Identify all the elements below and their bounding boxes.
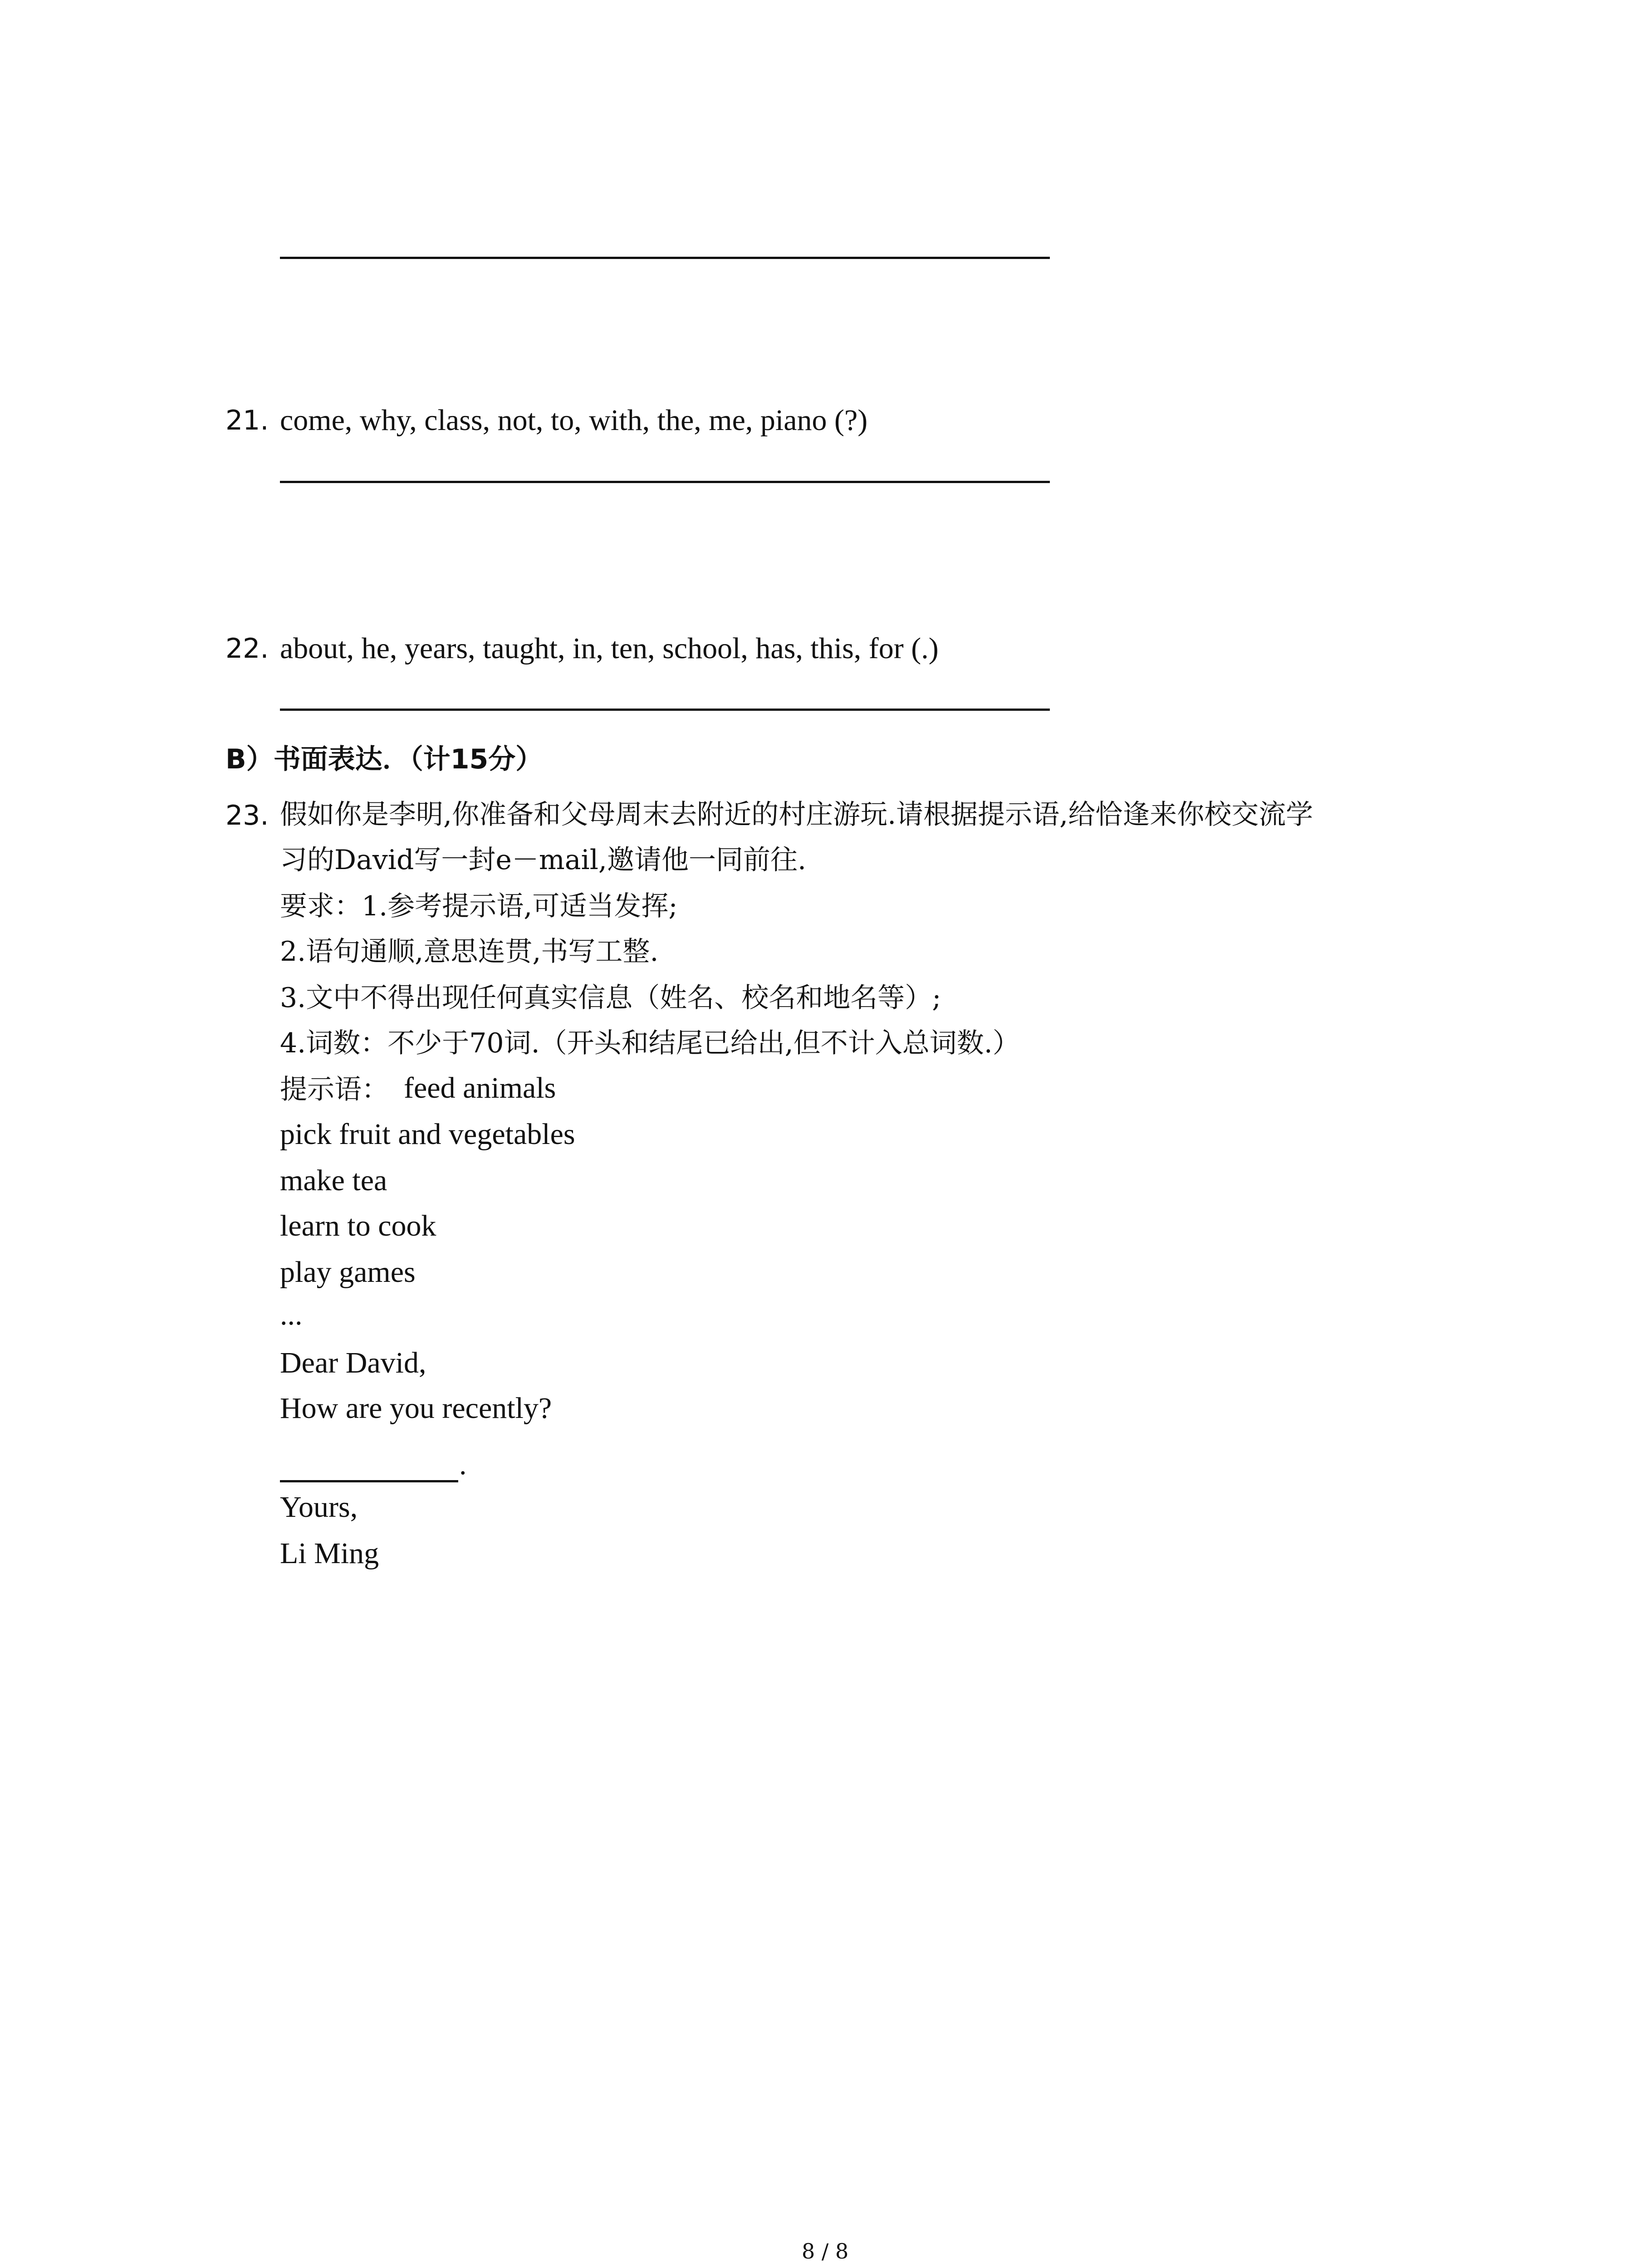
q23-requirement-4: 4.词数：不少于70词.（开头和结尾已给出,但不计入总词数.） [280,1027,1020,1059]
q23-hint-5: play games [280,1256,416,1289]
q23-instruction-line2: 习的David写一封e－mail,邀请他一同前往. [280,844,807,876]
q23-requirement-1: 要求：1.参考提示语,可适当发挥; [280,890,678,922]
letter-signature: Li Ming [280,1537,379,1570]
section-b-heading: B）书面表达．（计15分） [225,743,543,775]
q23-number: 23. [225,800,269,831]
q23-hint-2: pick fruit and vegetables [280,1118,575,1151]
letter-blank-period: . [459,1448,467,1481]
letter-opening: How are you recently? [280,1392,552,1425]
letter-closing: Yours, [280,1491,358,1524]
q23-requirement-3: 3.文中不得出现任何真实信息（姓名、校名和地名等）; [280,982,941,1014]
q21-answer-line[interactable] [280,481,1050,483]
q23-hint-3: make tea [280,1164,387,1197]
q21-prompt: come, why, class, not, to, with, the, me, piano (?) [280,404,868,437]
q23-hints-label: 提示语： [280,1074,389,1105]
q23-hint-ellipsis: ... [280,1298,303,1331]
q22-answer-line[interactable] [280,709,1050,711]
q23-instruction-line1: 假如你是李明,你准备和父母周末去附近的村庄游玩.请根据提示语,给恰逢来你校交流学 [280,799,1313,831]
letter-greeting: Dear David, [280,1346,426,1379]
q21-number: 21. [225,405,269,436]
q23-hint-1: feed animals [404,1071,556,1105]
q20-answer-line[interactable] [280,257,1050,259]
page-number: 8 / 8 [802,2239,849,2263]
q22-number: 22. [225,633,269,665]
q22-prompt: about, he, years, taught, in, ten, school, has, this, for (.) [280,632,939,665]
q23-hint-4: learn to cook [280,1209,436,1242]
letter-body-blank[interactable] [280,1480,458,1482]
q23-requirement-2: 2.语句通顺,意思连贯,书写工整. [280,936,659,968]
